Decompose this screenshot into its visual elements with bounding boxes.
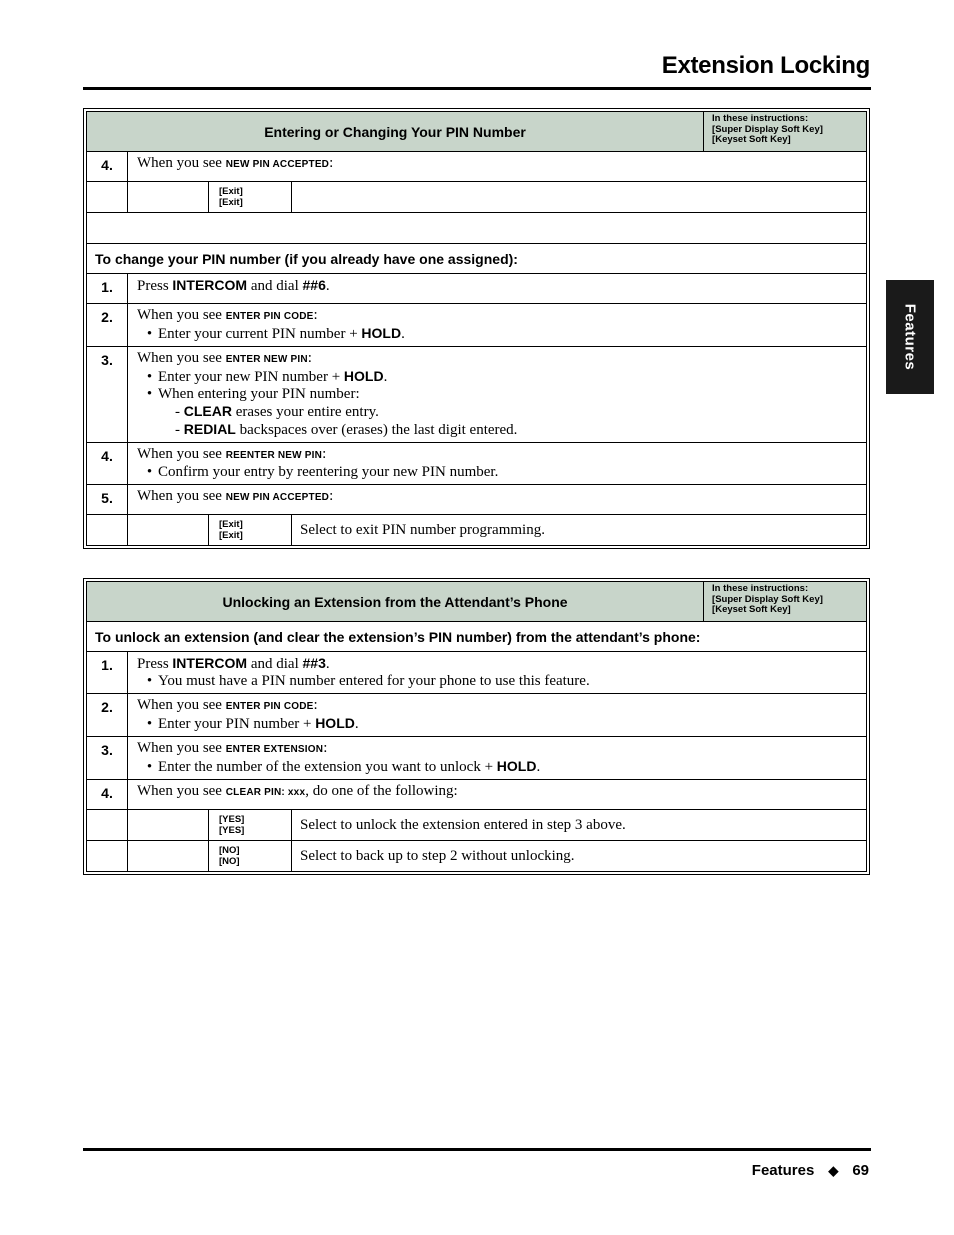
table-row bbox=[87, 485, 867, 515]
table-header bbox=[87, 112, 867, 152]
soft-key: [Exit] [Exit] bbox=[209, 182, 292, 213]
table-row bbox=[87, 274, 867, 304]
top-rule bbox=[83, 87, 871, 90]
step-number: 4. bbox=[87, 152, 128, 182]
soft-key: [YES] [YES] bbox=[209, 810, 292, 841]
bullet-item: • When entering your PIN number: bbox=[137, 386, 858, 403]
side-tab bbox=[886, 280, 934, 394]
legend-line: [Keyset Soft Key] bbox=[712, 604, 791, 615]
step-text: When you see ENTER PIN CODE: • Enter your PIN number + HOLD. bbox=[128, 694, 867, 737]
table-row bbox=[87, 347, 867, 443]
section-banner: To unlock an extension (and clear the extension’s PIN number) from the attendant’s phone: bbox=[87, 622, 867, 652]
table-row bbox=[87, 780, 867, 810]
bullet-item: • Confirm your entry by reentering your new PIN number. bbox=[137, 464, 858, 481]
footer-section: Features bbox=[751, 1162, 815, 1179]
legend-line: In these instructions: bbox=[712, 583, 809, 594]
bullet-item: • Enter the number of the extension you want to unlock + HOLD. bbox=[137, 758, 858, 776]
legend-line: [Super Display Soft Key] bbox=[712, 593, 823, 605]
screen-prompt: CLEAR PIN: xxx bbox=[225, 787, 306, 798]
screen-prompt: NEW PIN ACCEPTED bbox=[225, 159, 330, 170]
bullet-item: • Enter your new PIN number + HOLD. bbox=[137, 368, 858, 386]
legend-line: [Super Display Soft Key] bbox=[712, 123, 823, 135]
step-number: 2. bbox=[87, 304, 128, 347]
instructions-legend bbox=[704, 582, 867, 622]
page-title: Extension Locking bbox=[661, 52, 870, 79]
table-row bbox=[87, 182, 867, 213]
table-row bbox=[87, 694, 867, 737]
table-header bbox=[87, 582, 867, 622]
table-row bbox=[87, 213, 867, 244]
legend-line: In these instructions: bbox=[712, 113, 809, 124]
page-footer bbox=[752, 1162, 869, 1179]
screen-prompt: ENTER NEW PIN bbox=[225, 354, 308, 365]
legend-line: [Keyset Soft Key] bbox=[712, 134, 791, 145]
screen-prompt: REENTER NEW PIN bbox=[225, 450, 323, 461]
step-text: When you see NEW PIN ACCEPTED: bbox=[128, 485, 867, 515]
bullet-item: • Enter your current PIN number + HOLD. bbox=[137, 325, 858, 343]
step-number: 1. bbox=[87, 652, 128, 694]
step-number: 2. bbox=[87, 694, 128, 737]
step-number: 4. bbox=[87, 780, 128, 810]
step-text: When you see CLEAR PIN: xxx, do one of the following: bbox=[128, 780, 867, 810]
table-row bbox=[87, 622, 867, 652]
soft-key: [Exit] [Exit] bbox=[209, 515, 292, 546]
step-text: Press INTERCOM and dial ##3. • You must have a PIN number entered for your phone to use this feature. bbox=[128, 652, 867, 694]
step-text: When you see ENTER EXTENSION: • Enter the number of the extension you want to unlock + HOLD. bbox=[128, 737, 867, 780]
table-row bbox=[87, 515, 867, 546]
table-row bbox=[87, 810, 867, 841]
sub-item: - REDIAL backspaces over (erases) the last digit entered. bbox=[175, 421, 518, 438]
step-number: 1. bbox=[87, 274, 128, 304]
step-number: 3. bbox=[87, 737, 128, 780]
step-text: When you see ENTER PIN CODE: • Enter your current PIN number + HOLD. bbox=[128, 304, 867, 347]
screen-prompt: ENTER PIN CODE bbox=[225, 311, 314, 322]
step-number: 5. bbox=[87, 485, 128, 515]
soft-key-description: Select to unlock the extension entered in step 3 above. bbox=[292, 810, 867, 841]
pin-table bbox=[83, 108, 870, 549]
table-row bbox=[87, 443, 867, 485]
key-name: INTERCOM bbox=[172, 277, 248, 293]
key-code: ##6 bbox=[302, 277, 326, 293]
table-row bbox=[87, 152, 867, 182]
screen-prompt: ENTER EXTENSION bbox=[225, 744, 324, 755]
step-text: When you see NEW PIN ACCEPTED: bbox=[128, 152, 867, 182]
table-row bbox=[87, 737, 867, 780]
soft-key-description: Select to exit PIN number programming. bbox=[292, 515, 867, 546]
sub-item: - CLEAR erases your entire entry. bbox=[175, 403, 379, 420]
screen-prompt: NEW PIN ACCEPTED bbox=[225, 492, 330, 503]
soft-key: [NO] [NO] bbox=[209, 841, 292, 872]
instructions-legend bbox=[704, 112, 867, 152]
bullet-item: • You must have a PIN number entered for your phone to use this feature. bbox=[137, 673, 858, 690]
step-text: Press INTERCOM and dial ##6. bbox=[128, 274, 867, 304]
side-tab-label: Features bbox=[901, 303, 919, 371]
table-row bbox=[87, 304, 867, 347]
bottom-rule bbox=[83, 1148, 871, 1151]
soft-key-description: Select to back up to step 2 without unlocking. bbox=[292, 841, 867, 872]
table-row bbox=[87, 652, 867, 694]
table-row bbox=[87, 841, 867, 872]
table-row bbox=[87, 244, 867, 274]
step-text: When you see ENTER NEW PIN: • Enter your new PIN number + HOLD. • When entering your PIN number: - CLEAR erases your entire entry. - REDIAL backspaces over (erases) the last digit entered. bbox=[128, 347, 867, 443]
screen-prompt: ENTER PIN CODE bbox=[225, 701, 314, 712]
step-number: 3. bbox=[87, 347, 128, 443]
unlock-table bbox=[83, 578, 870, 875]
section-banner: To change your PIN number (if you already have one assigned): bbox=[87, 244, 867, 274]
bullet-item: • Enter your PIN number + HOLD. bbox=[137, 715, 858, 733]
page-number: 69 bbox=[852, 1162, 869, 1179]
step-text: When you see REENTER NEW PIN: • Confirm your entry by reentering your new PIN number. bbox=[128, 443, 867, 485]
diamond-icon: ◆ bbox=[828, 1163, 839, 1178]
step-number: 4. bbox=[87, 443, 128, 485]
table-title: Unlocking an Extension from the Attendant’s Phone bbox=[87, 582, 704, 622]
table-title: Entering or Changing Your PIN Number bbox=[87, 112, 704, 152]
